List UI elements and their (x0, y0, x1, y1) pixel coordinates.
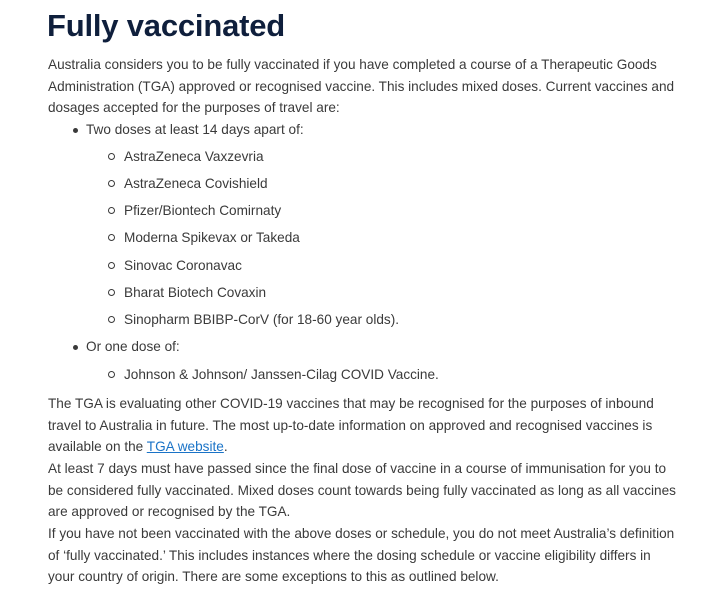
vaccine-list-item: AstraZeneca Vaxzevria (124, 147, 264, 167)
days-paragraph: At least 7 days must have passed since the final dose of vaccine in a course of immunisation for you to be considered fully vaccinated. Mixed doses count towards being fully vaccinated as long as all vaccines are approved or recognised by the TGA. (48, 461, 676, 519)
tga-paragraph-text: The TGA is evaluating other COVID-19 vaccines that may be recognised for the purposes of inbound travel to Australia in future. The most up-to-date information on approved and recognised vaccines is available on the (48, 396, 654, 454)
intro-paragraph: Australia considers you to be fully vaccinated if you have completed a course of a Therapeutic Goods Administration (TGA) approved or recognised vaccine. This includes mixed doses. Current vaccines and dosages accepted for the purposes of travel are: (48, 57, 675, 115)
list-item-two-doses: Two doses at least 14 days apart of: (86, 120, 304, 140)
tga-website-link[interactable]: TGA website (146, 439, 224, 454)
vaccine-list-item: Bharat Biotech Covaxin (124, 283, 266, 303)
vaccine-list-item: Moderna Spikevax or Takeda (124, 228, 300, 248)
vaccine-list-item: Sinopharm BBIBP-CorV (for 18-60 year olds). (124, 310, 399, 330)
vaccine-list-item: Pfizer/Biontech Comirnaty (124, 201, 281, 221)
list-item-one-dose: Or one dose of: (86, 337, 180, 357)
page-title: Fully vaccinated (47, 8, 286, 43)
tga-paragraph-end: . (223, 439, 228, 454)
not-vaccinated-paragraph: If you have not been vaccinated with the above doses or schedule, you do not meet Australia’s definition of ‘fully vaccinated.’ This includes instances where the dosing schedule or vaccine eligibility differs in your country of origin. There are some exceptions to this as outlined below. (48, 526, 675, 584)
vaccine-list-item: Sinovac Coronavac (124, 256, 242, 276)
vaccine-list-item: Johnson & Johnson/ Janssen-Cilag COVID Vaccine. (124, 365, 439, 385)
vaccine-list-item: AstraZeneca Covishield (124, 174, 268, 194)
tga-paragraph (48, 393, 678, 458)
